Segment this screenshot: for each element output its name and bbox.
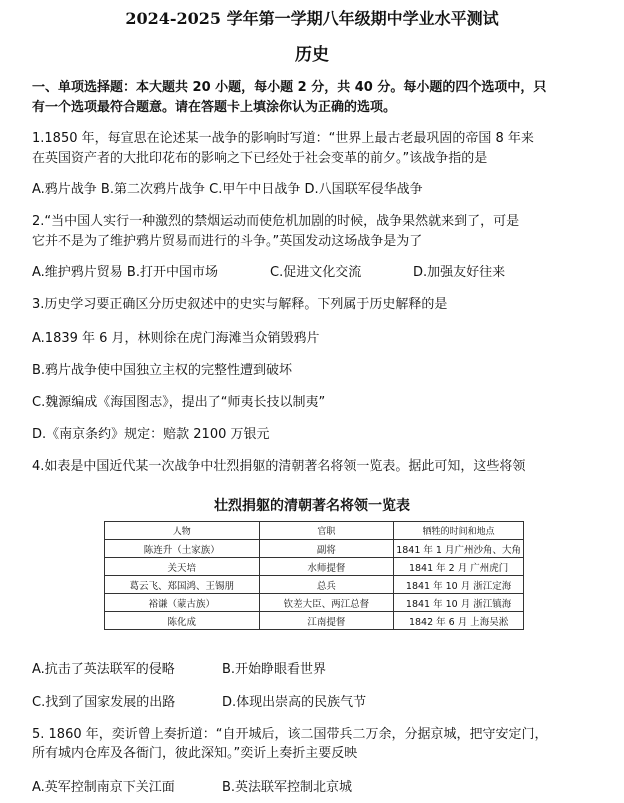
cell-office: 水师提督 (259, 558, 394, 576)
q4-option-c: C.找到了国家发展的出路 (32, 695, 176, 710)
table-row (105, 576, 524, 594)
cell-office: 副将 (259, 540, 394, 558)
table-title: 壮烈捐躯的清朝著名将领一览表 (214, 498, 410, 514)
cell-person: 葛云飞、郑国鸿、王锡朋 (105, 576, 260, 594)
q3-stem: 3.历史学习要正确区分历史叙述中的史实与解释。下列属于历史解释的是 (32, 297, 448, 312)
cell-office: 钦差大臣、两江总督 (259, 594, 394, 612)
q2-stem-line1: 2.“当中国人实行一种激烈的禁烟运动而使危机加剧的时候，战争果然就来到了，可是 (32, 214, 520, 229)
q2-option-c: C.促进文化交流 (270, 265, 362, 280)
q3-option-c: C.魏源编成《海国图志》，提出了“师夷长技以制夷” (32, 395, 326, 410)
q2-stem-line2: 它并不是为了维护鸦片贸易而进行的斗争。”英国发动这场战争是为了 (32, 234, 423, 249)
q3-option-a: A.1839 年 6 月，林则徐在虎门海滩当众销毁鸦片 (32, 331, 320, 346)
q5-stem-line1: 5. 1860 年，奕䜣曾上奏折道：“自开城后，该二国带兵二万余，分据京城，把守安定门， (32, 727, 548, 742)
subject-title: 历史 (295, 45, 329, 65)
q2-option-d: D.加强友好往来 (413, 265, 506, 280)
cell-time-place: 1841 年 2 月 广州虎门 (394, 558, 524, 576)
table-row (105, 540, 524, 558)
exam-title: 2024-2025 学年第一学期八年级期中学业水平测试 (125, 9, 499, 28)
cell-time-place: 1841 年 1 月广州沙角、大角 (394, 540, 524, 558)
table-row (105, 558, 524, 576)
table-row (105, 594, 524, 612)
q3-option-d: D.《南京条约》规定：赔款 2100 万银元 (32, 427, 270, 442)
q4-option-a: A.抗击了英法联军的侵略 (32, 662, 175, 677)
cell-time-place: 1841 年 10 月 浙江镇海 (394, 594, 524, 612)
cell-person: 关天培 (105, 558, 260, 576)
generals-table (104, 521, 524, 630)
table-row (105, 612, 524, 630)
q3-option-b: B.鸦片战争使中国独立主权的完整性遭到破坏 (32, 363, 293, 378)
cell-person: 裕谦（蒙古族） (105, 594, 260, 612)
cell-person: 陈化成 (105, 612, 260, 630)
header-time-place: 牺牲的时间和地点 (394, 522, 524, 540)
q2-option-ab: A.维护鸦片贸易 B.打开中国市场 (32, 265, 218, 280)
q5-stem-line2: 所有城内仓库及各衙门，彼此深知。”奕䜣上奏折主要反映 (32, 746, 358, 761)
header-person: 人物 (105, 522, 260, 540)
cell-office: 总兵 (259, 576, 394, 594)
table-header-row (105, 522, 524, 540)
q5-option-b: B.英法联军控制北京城 (222, 780, 353, 795)
cell-time-place: 1841 年 10 月 浙江定海 (394, 576, 524, 594)
header-office: 官职 (259, 522, 394, 540)
q4-stem: 4.如表是中国近代某一次战争中壮烈捐躯的清朝著名将领一览表。据此可知，这些将领 (32, 459, 526, 474)
q1-options: A.鸦片战争 B.第二次鸦片战争 C.甲午中日战争 D.八国联军侵华战争 (32, 182, 423, 197)
q5-option-a: A.英军控制南京下关江面 (32, 780, 175, 795)
q1-stem-line1: 1.1850 年，每宣思在论述某一战争的影响时写道：“世界上最古老最巩固的帝国 8 年来 (32, 131, 534, 146)
q4-option-b: B.开始睁眼看世界 (222, 662, 327, 677)
section-instruction-line1: 一、单项选择题：本大题共 20 小题，每小题 2 分，共 40 分。每小题的四个选项中，只 (32, 80, 547, 95)
q1-stem-line2: 在英国资产者的大批印花布的影响之下已经处于社会变革的前夕。”该战争指的是 (32, 151, 488, 166)
q4-option-d: D.体现出崇高的民族气节 (222, 695, 367, 710)
section-instruction-line2: 有一个选项最符合题意。请在答题卡上填涂你认为正确的选项。 (32, 100, 397, 115)
cell-person: 陈连升（土家族） (105, 540, 260, 558)
cell-time-place: 1842 年 6 月 上海吴淞 (394, 612, 524, 630)
cell-office: 江南提督 (259, 612, 394, 630)
